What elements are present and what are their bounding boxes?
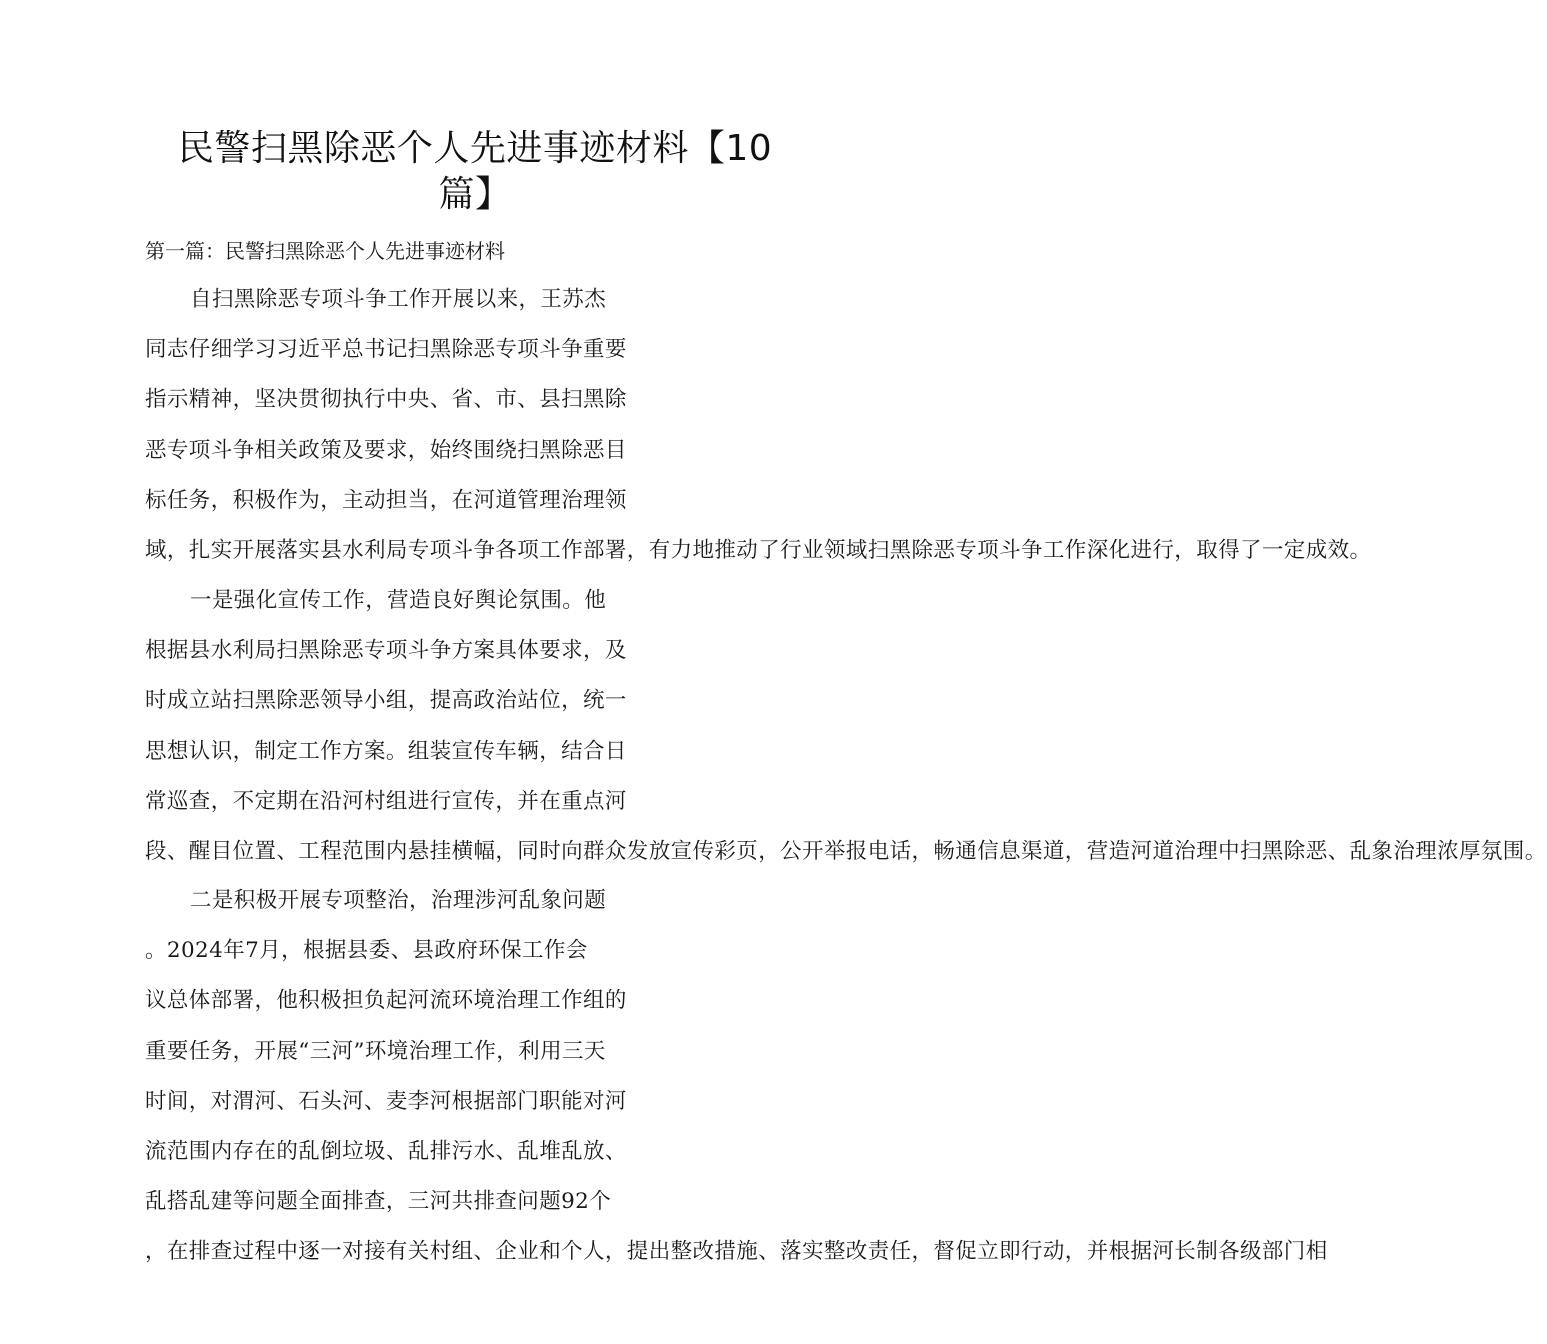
- paragraph-1-line: 域，扎实开展落实县水利局专项斗争各项工作部署，有力地推动了行业领域扫黑除恶专项斗争工作深化进行，取得了一定成效。: [145, 538, 1372, 563]
- title-line-1: 民警扫黑除恶个人先进事迹材料【10: [177, 128, 773, 169]
- paragraph-3-line: 时间，对渭河、石头河、麦李河根据部门职能对河: [145, 1088, 627, 1114]
- paragraph-1-line: 同志仔细学习习近平总书记扫黑除恶专项斗争重要: [145, 337, 627, 363]
- paragraph-3-line: 流范围内存在的乱倒垃圾、乱排污水、乱堆乱放、: [145, 1139, 627, 1164]
- paragraph-3-line: 二是积极开展专项整治，治理涉河乱象问题: [190, 888, 607, 913]
- paragraph-1-line: 恶专项斗争相关政策及要求，始终围绕扫黑除恶目: [145, 437, 627, 463]
- paragraph-2-line: 思想认识，制定工作方案。组装宣传车辆，结合日: [145, 738, 627, 764]
- paragraph-2-line: 根据县水利局扫黑除恶专项斗争方案具体要求，及: [145, 638, 627, 664]
- paragraph-3-line: ，在排查过程中逐一对接有关村组、企业和个人，提出整改措施、落实整改责任，督促立即行动，并根据河长制各级部门相: [145, 1239, 1328, 1265]
- paragraph-2-line: 时成立站扫黑除恶领导小组，提高政治站位，统一: [145, 688, 627, 714]
- paragraph-3-line: 议总体部署，他积极担负起河流环境治理工作组的: [145, 988, 627, 1014]
- paragraph-3-line: 。2024年7月，根据县委、县政府环保工作会: [145, 938, 588, 964]
- paragraph-1-line: 自扫黑除恶专项斗争工作开展以来，王苏杰: [190, 287, 607, 312]
- title-line-2: 篇】: [438, 174, 512, 215]
- document-title: [120, 126, 830, 218]
- paragraph-2-line: 一是强化宣传工作，营造良好舆论氛围。他: [190, 588, 607, 613]
- section-heading: 第一篇：民警扫黑除恶个人先进事迹材料: [145, 239, 505, 263]
- paragraph-1-line: 指示精神，坚决贯彻执行中央、省、市、县扫黑除: [145, 387, 627, 413]
- paragraph-3-line: 重要任务，开展“三河”环境治理工作，利用三天: [145, 1038, 606, 1064]
- paragraph-3-line: 乱搭乱建等问题全面排查，三河共排查问题92个: [145, 1189, 612, 1215]
- paragraph-2-line: 常巡查，不定期在沿河村组进行宣传，并在重点河: [145, 788, 627, 814]
- paragraph-1-line: 标任务，积极作为，主动担当，在河道管理治理领: [145, 487, 627, 513]
- paragraph-2-line: 段、醒目位置、工程范围内悬挂横幅，同时向群众发放宣传彩页，公开举报电话，畅通信息渠道，营造河道治理中扫黑除恶、乱象治理浓厚氛围。: [145, 839, 1547, 864]
